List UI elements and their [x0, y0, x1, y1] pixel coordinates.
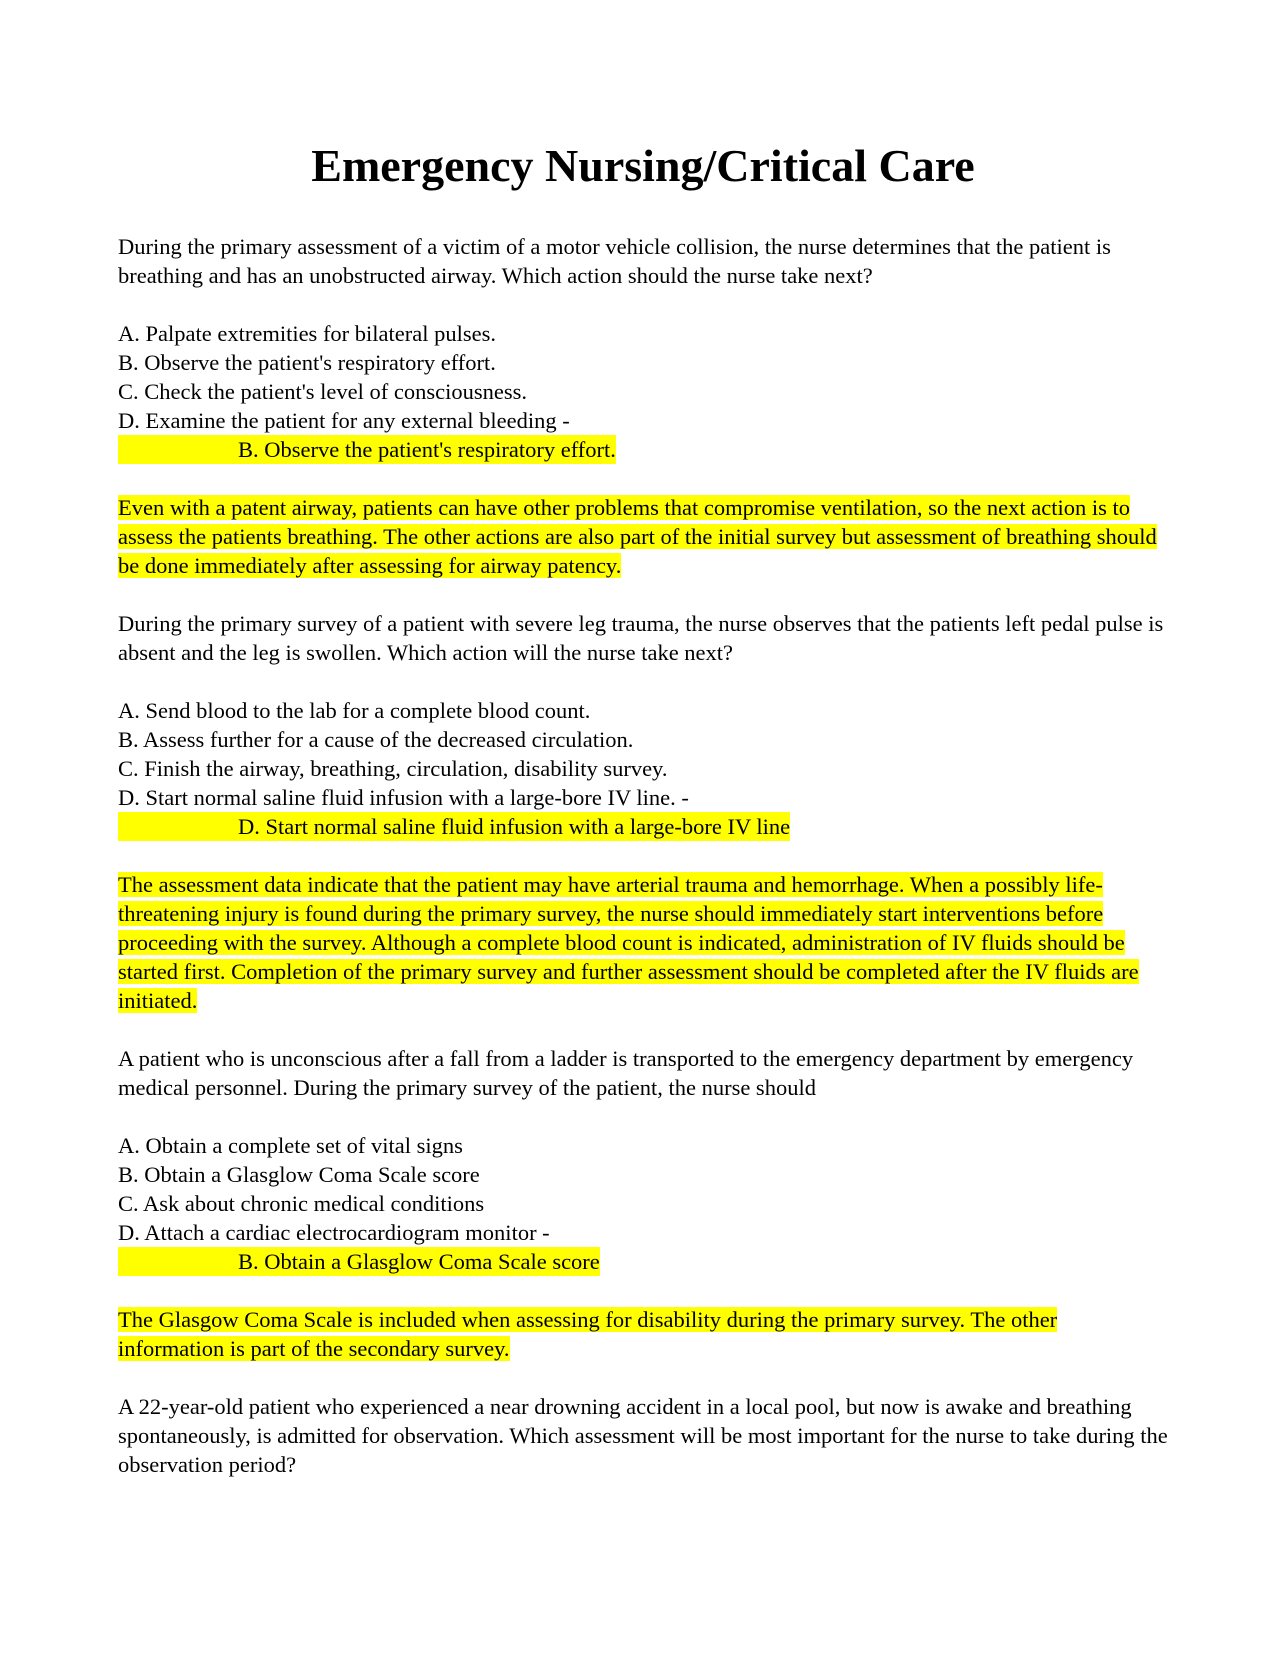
option-b: B. Obtain a Glasglow Coma Scale score [118, 1162, 480, 1187]
question-text: During the primary survey of a patient with severe leg trauma, the nurse observes that the patients left pedal pulse is absent and the leg is swollen. Which action will the nurse take next? [118, 611, 1164, 665]
answer-text: B. Obtain a Glasglow Coma Scale score [118, 1247, 600, 1276]
explanation-text: The assessment data indicate that the patient may have arterial trauma and hemorrhage. When a possibly life-threatening injury is found during the primary survey, the nurse should immediately start interventions before proceeding with the survey. Although a complete blood count is indicated, administration of IV fluids should be started first. Completion of the primary survey and further assessment should be completed after the IV fluids are initiated. [118, 872, 1139, 1013]
explanation-paragraph [118, 1305, 1168, 1363]
question-block-3 [118, 1044, 1168, 1392]
option-d: D. Examine the patient for any external bleeding - [118, 408, 570, 433]
question-block-2 [118, 609, 1168, 1044]
answer-line [118, 435, 1168, 464]
explanation-paragraph [118, 493, 1168, 580]
page-title: Emergency Nursing/Critical Care [311, 140, 975, 191]
answer-line [118, 1247, 1168, 1276]
question-text: A patient who is unconscious after a fall from a ladder is transported to the emergency department by emergency medical personnel. During the primary survey of the patient, the nurse should [118, 1046, 1134, 1100]
question-block-1 [118, 232, 1168, 609]
explanation-text: Even with a patent airway, patients can have other problems that compromise ventilation, so the next action is to assess the patients breathing. The other actions are also part of the initial survey but assessment of breathing should be done immediately after assessing for airway patency. [118, 495, 1157, 578]
answer-text: B. Observe the patient's respiratory effort. [118, 435, 616, 464]
option-c: C. Finish the airway, breathing, circulation, disability survey. [118, 756, 668, 781]
question-text: During the primary assessment of a victim of a motor vehicle collision, the nurse determines that the patient is breathing and has an unobstructed airway. Which action should the nurse take next? [118, 234, 1111, 288]
explanation-paragraph [118, 870, 1168, 1015]
option-d: D. Start normal saline fluid infusion with a large-bore IV line. - [118, 785, 689, 810]
option-b: B. Assess further for a cause of the decreased circulation. [118, 727, 634, 752]
answer-text: D. Start normal saline fluid infusion with a large-bore IV line [118, 812, 790, 841]
option-a: A. Palpate extremities for bilateral pulses. [118, 321, 497, 346]
explanation-text: The Glasgow Coma Scale is included when assessing for disability during the primary survey. The other information is part of the secondary survey. [118, 1307, 1058, 1361]
option-a: A. Send blood to the lab for a complete blood count. [118, 698, 591, 723]
option-d: D. Attach a cardiac electrocardiogram monitor - [118, 1220, 550, 1245]
document-page [118, 138, 1168, 1479]
option-c: C. Ask about chronic medical conditions [118, 1191, 485, 1216]
option-b: B. Observe the patient's respiratory effort. [118, 350, 496, 375]
trailing-question-text: A 22-year-old patient who experienced a near drowning accident in a local pool, but now is awake and breathing spontaneously, is admitted for observation. Which assessment will be most important for the nurse to take during the observation period? [118, 1394, 1168, 1477]
option-c: C. Check the patient's level of consciousness. [118, 379, 527, 404]
answer-line [118, 812, 1168, 841]
option-a: A. Obtain a complete set of vital signs [118, 1133, 463, 1158]
